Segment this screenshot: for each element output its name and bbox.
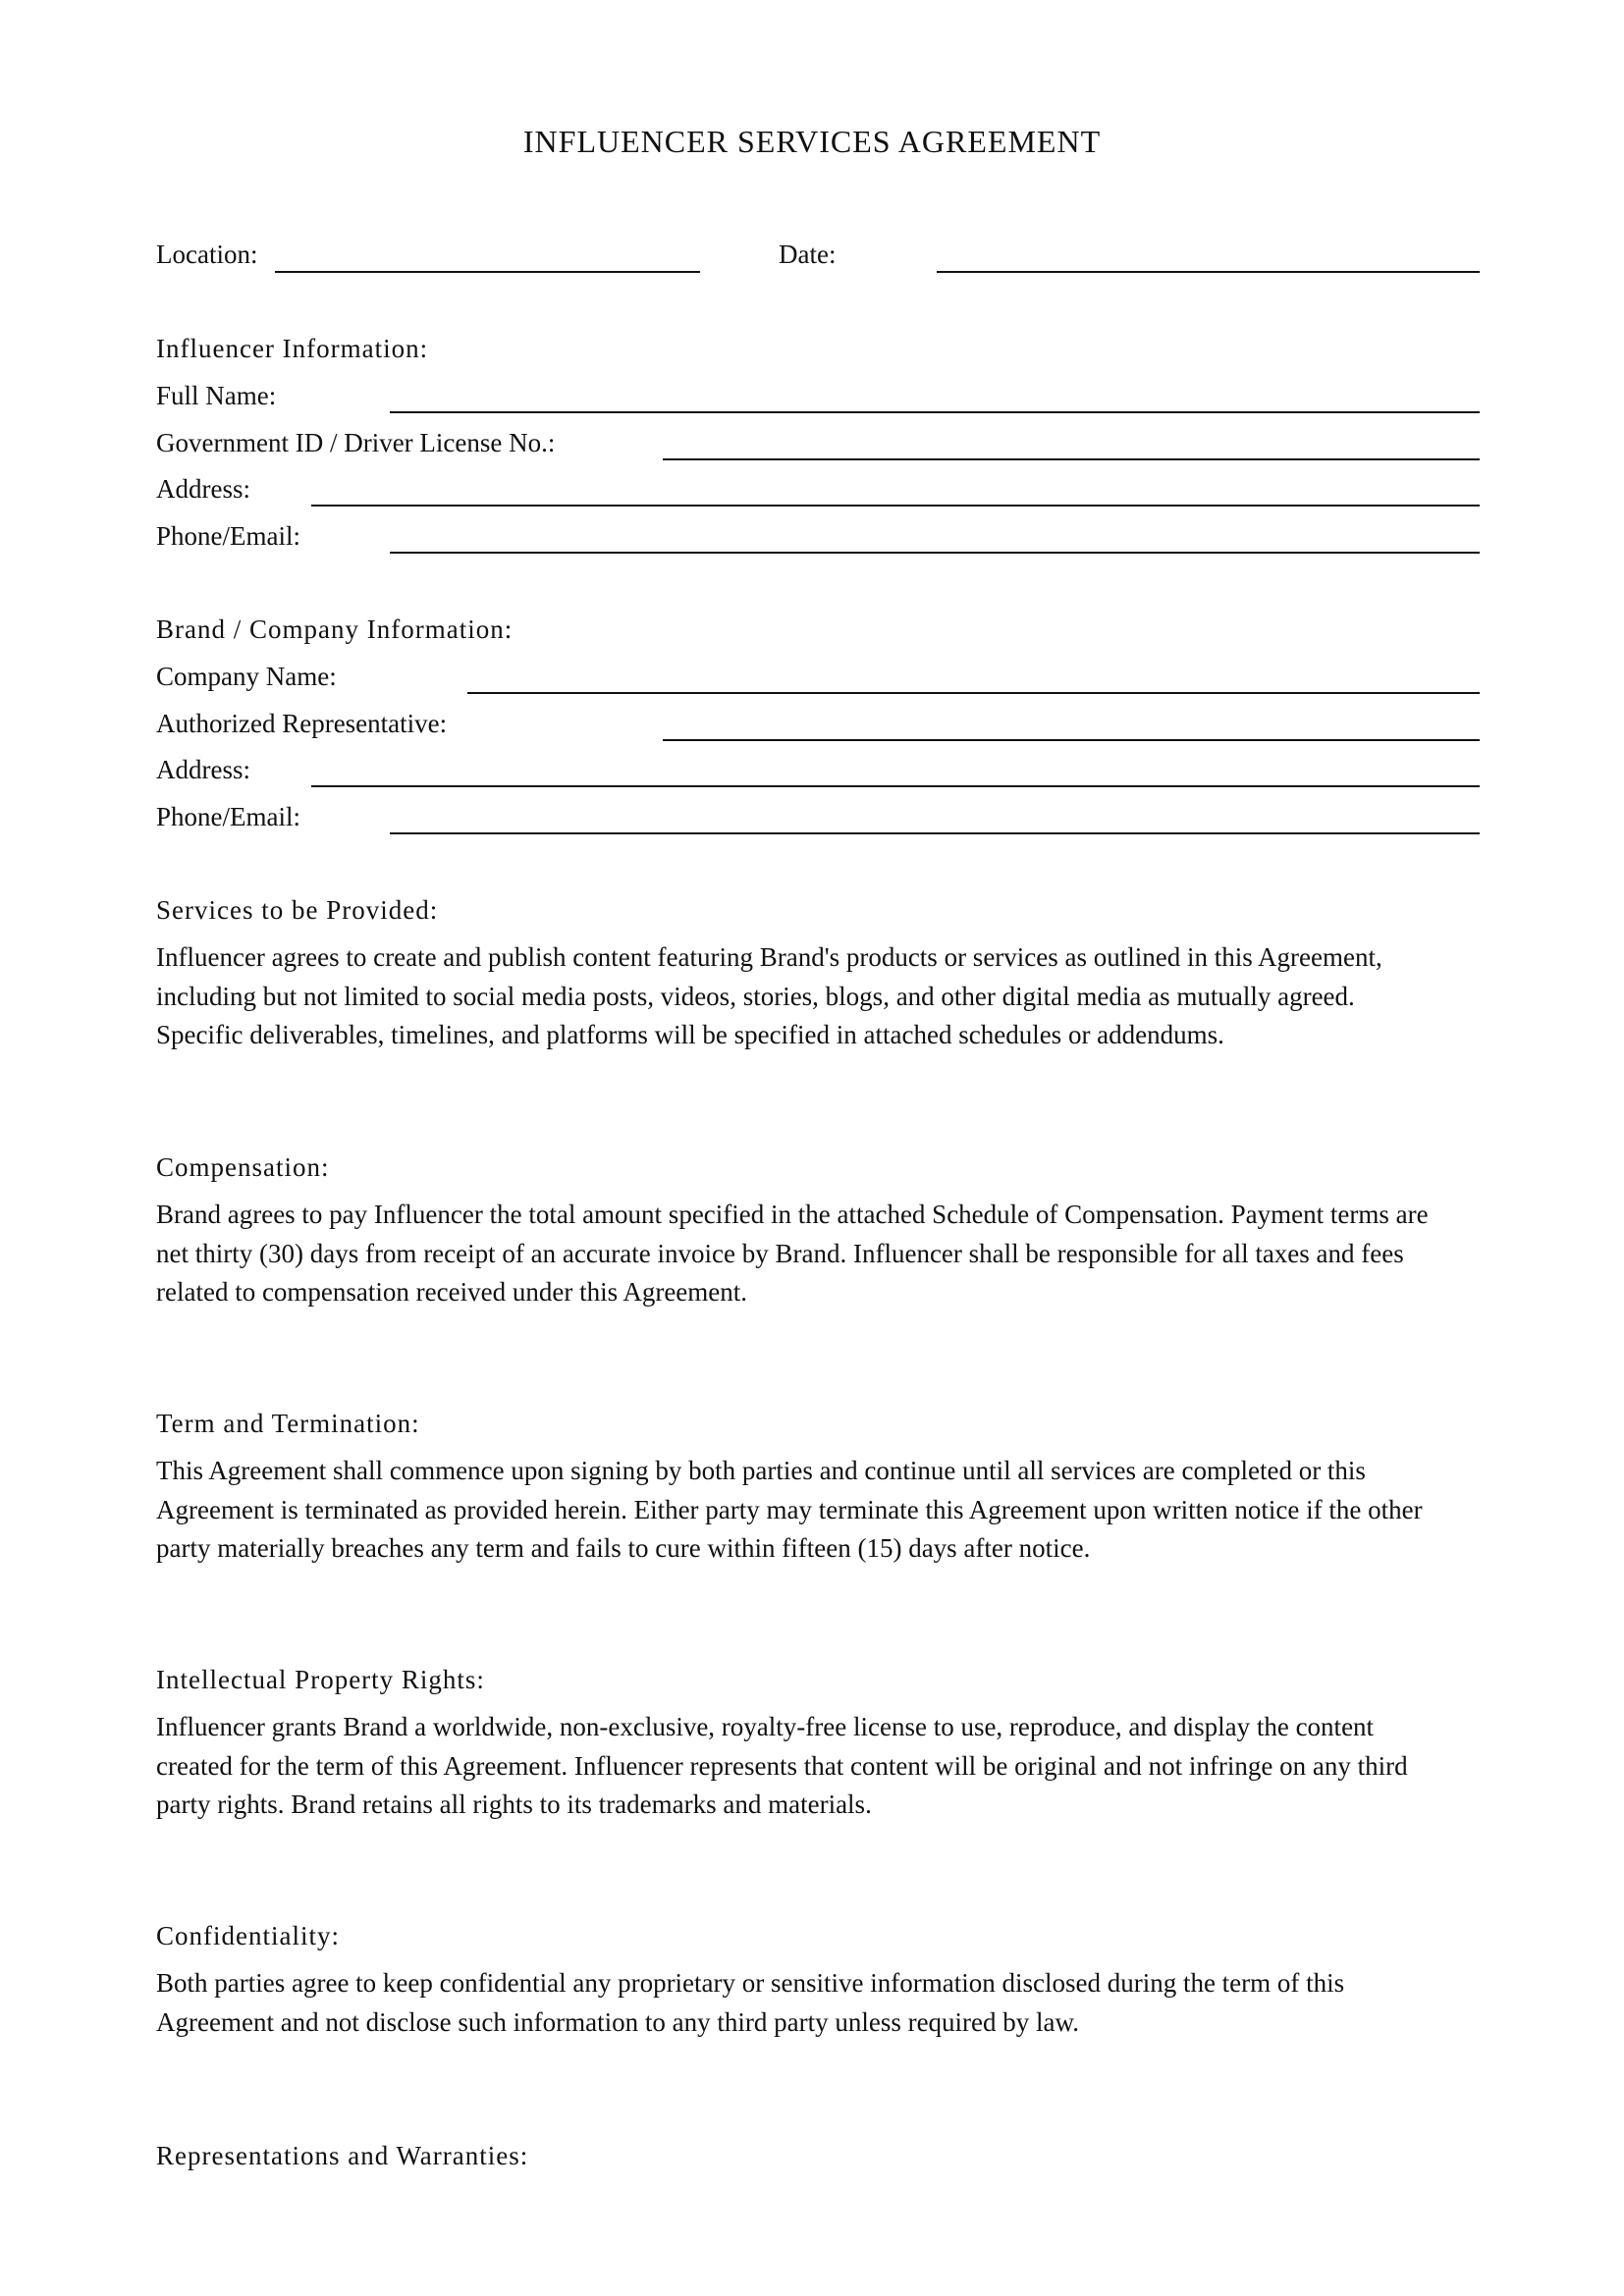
brand-address-label: Address: — [156, 755, 250, 784]
services-line: Influencer agrees to create and publish content featuring Brand's products or services as outlined in this Agreement, — [156, 942, 1382, 972]
brand-authorized-rep-label: Authorized Representative: — [156, 709, 448, 738]
confidentiality-line: Agreement and not disclose such information to any third party unless required by law. — [156, 2006, 1080, 2037]
influencer-gov-id-label: Government ID / Driver License No.: — [156, 428, 556, 457]
brand-company-name-field[interactable] — [467, 692, 1480, 694]
influencer-address-field[interactable] — [311, 505, 1480, 507]
date-label: Date: — [779, 240, 837, 269]
compensation-heading: Compensation: — [156, 1152, 330, 1182]
date-field[interactable] — [937, 271, 1480, 273]
term-line: Agreement is terminated as provided herein. Either party may terminate this Agreement upon written notice if the other — [156, 1494, 1423, 1524]
location-label: Location: — [156, 240, 258, 269]
services-paragraph — [156, 938, 1491, 1055]
influencer-phone-email-field[interactable] — [390, 552, 1480, 554]
influencer-full-name-field[interactable] — [390, 411, 1480, 413]
location-field[interactable] — [275, 271, 700, 273]
term-line: This Agreement shall commence upon signing by both parties and continue until all services are completed or this — [156, 1456, 1366, 1485]
ip-line: party rights. Brand retains all rights to its trademarks and materials. — [156, 1789, 872, 1819]
compensation-line: net thirty (30) days from receipt of an accurate invoice by Brand. Influencer shall be responsible for all taxes and fees — [156, 1238, 1404, 1268]
brand-phone-email-field[interactable] — [390, 832, 1480, 834]
ip-line: created for the term of this Agreement. Influencer represents that content will be original and not infringe on any third — [156, 1750, 1408, 1781]
compensation-line: related to compensation received under this Agreement. — [156, 1277, 748, 1307]
confidentiality-paragraph — [156, 1964, 1491, 2042]
ip-paragraph — [156, 1708, 1491, 1825]
brand-phone-email-label: Phone/Email: — [156, 802, 300, 831]
influencer-full-name-label: Full Name: — [156, 381, 277, 410]
services-line: Specific deliverables, timelines, and platforms will be specified in attached schedules or addendums. — [156, 1020, 1224, 1049]
confidentiality-heading: Confidentiality: — [156, 1921, 340, 1950]
brand-info-heading: Brand / Company Information: — [156, 614, 514, 644]
brand-authorized-rep-field[interactable] — [663, 739, 1480, 741]
confidentiality-line: Both parties agree to keep confidential any proprietary or sensitive information disclosed during the term of this — [156, 1968, 1345, 1998]
ip-heading: Intellectual Property Rights: — [156, 1665, 485, 1694]
compensation-paragraph — [156, 1196, 1491, 1312]
services-heading: Services to be Provided: — [156, 895, 439, 925]
services-line: including but not limited to social media posts, videos, stories, blogs, and other digital media as mutually agreed. — [156, 981, 1355, 1011]
document-title: INFLUENCER SERVICES AGREEMENT — [522, 124, 1102, 159]
brand-company-name-label: Company Name: — [156, 662, 337, 691]
influencer-gov-id-field[interactable] — [663, 458, 1480, 460]
compensation-line: Brand agrees to pay Influencer the total amount specified in the attached Schedule of Compensation. Payment terms are — [156, 1200, 1429, 1229]
influencer-phone-email-label: Phone/Email: — [156, 521, 300, 551]
influencer-address-label: Address: — [156, 474, 250, 504]
term-heading: Term and Termination: — [156, 1409, 420, 1438]
influencer-info-heading: Influencer Information: — [156, 334, 429, 363]
term-paragraph — [156, 1452, 1491, 1569]
ip-line: Influencer grants Brand a worldwide, non-exclusive, royalty-free license to use, reproduce, and display the content — [156, 1712, 1375, 1741]
representations-heading: Representations and Warranties: — [156, 2141, 529, 2170]
brand-address-field[interactable] — [311, 785, 1480, 787]
term-line: party materially breaches any term and fails to cure within fifteen (15) days after notice. — [156, 1533, 1091, 1563]
